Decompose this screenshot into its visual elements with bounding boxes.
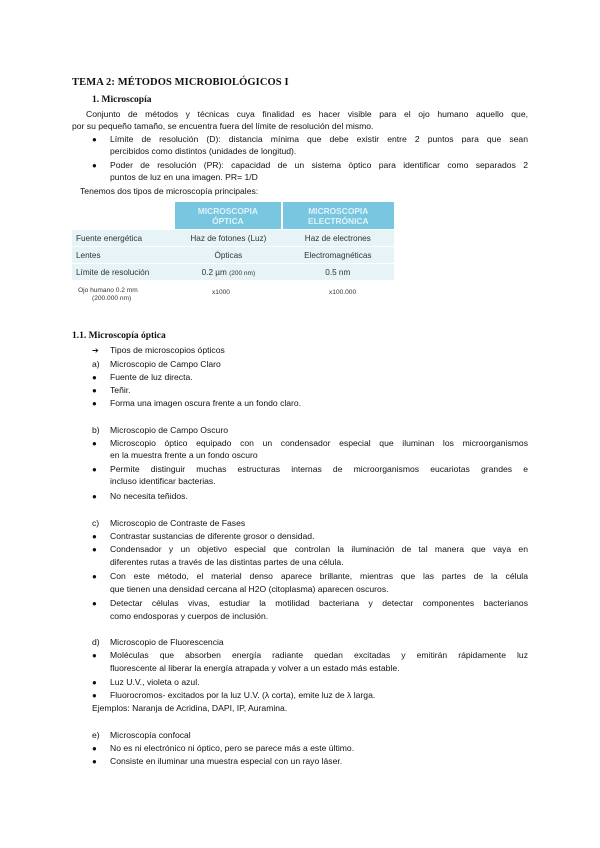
table-cell-optica: Ópticas: [175, 247, 281, 264]
sub-b-bullet-line2: incluso identificar bacterias.: [110, 476, 216, 486]
table-cell-electronica: Electromagnéticas: [282, 247, 394, 264]
table-cell-label: Lentes: [72, 247, 175, 264]
sub-a-bullet: Teñir.: [110, 385, 131, 395]
table-header-electronica: [282, 202, 394, 230]
table-cell-label: Límite de resolución: [72, 264, 175, 281]
sub-c-bullet-line1: Contrastar sustancias de diferente grosor o densidad.: [110, 531, 315, 541]
sub-a-title: Microscopio de Campo Claro: [110, 359, 221, 369]
sub-c-title: Microscopio de Contraste de Fases: [110, 518, 246, 528]
sub-d-label: d): [92, 637, 100, 647]
bullet-poder-line2: puntos de luz en una imagen. PR= 1/D: [110, 172, 258, 182]
sub-b-title: Microscopio de Campo Oscuro: [110, 425, 228, 435]
sub-c-bullet-line2: diferentes rutas a través de las distintas partes de una célula.: [110, 557, 344, 567]
sub-d-examples: Ejemplos: Naranja de Acridina, DAPI, IP, Auramina.: [92, 703, 288, 713]
bullet-icon: ●: [92, 492, 97, 501]
sub-c-bullet-line2: que tienen una densidad cercana al H2O (citoplasma) aparecen oscuros.: [110, 584, 389, 594]
bullet-limite-line1: Límite de resolución (D): distancia mínima que debe existir entre 2 puntos para que sean: [110, 134, 528, 144]
intro-line-2: por su pequeño tamaño, se encuentra fuera del límite de resolución del mismo.: [72, 121, 374, 131]
sub-b-bullet-line1: Microscopio óptico equipado con un condensador especial que iluminan los microorganismos: [110, 438, 528, 448]
sub-c-bullet-line1: Detectar células vivas, estudiar la motilidad bacteriana y detectar componentes bacterianos: [110, 598, 528, 608]
intro-line-1: Conjunto de métodos y técnicas cuya finalidad es hacer visible para el ojo humano aquello que,: [86, 109, 528, 119]
sub-e-bullet: Consiste en iluminar una muestra especial con un rayo láser.: [110, 756, 343, 766]
table-header-row: [72, 202, 394, 230]
sub-b-label: b): [92, 425, 100, 435]
sub-d-bullet-line1: Luz U.V., violeta o azul.: [110, 677, 200, 687]
table-footer-label-line1: Ojo humano 0.2 mm: [78, 287, 138, 294]
section-heading-optica: 1.1. Microscopía óptica: [72, 331, 166, 341]
sub-a-bullet: Forma una imagen oscura frente a un fondo claro.: [110, 398, 302, 408]
header-elec-line1: MICROSCOPIA: [308, 205, 369, 216]
table-header-empty: [72, 202, 175, 230]
table-footer-optica: x1000: [212, 289, 230, 296]
bullet-icon: ●: [92, 399, 97, 408]
table-header-optica: [175, 202, 281, 230]
table-footer-label-line2: (200.000 nm): [92, 295, 132, 302]
table-row: [72, 230, 394, 247]
sub-d-bullet-line1: Fluorocromos- excitados por la luz U.V. (λ corta), emite luz de λ larga.: [110, 690, 376, 700]
sub-b-bullet-line2: en la muestra frente a un fondo oscuro: [110, 450, 258, 460]
arrow-icon: ➔: [92, 346, 99, 355]
header-optica-line2: ÓPTICA: [212, 215, 244, 226]
section-heading-microscopia: 1. Microscopía: [92, 95, 152, 105]
optica-value: 0.2 µm: [201, 267, 227, 277]
sub-e-bullet: No es ni electrónico ni óptico, pero se parece más a este último.: [110, 743, 355, 753]
sub-c-bullet-line1: Con este método, el material denso aparece brillante, mientras que las partes de la célula: [110, 571, 528, 581]
table-row: [72, 264, 394, 281]
bullet-icon: ●: [92, 373, 97, 382]
sub-b-bullet-line1: Permite distinguir muchas estructuras internas de microorganismos eucariotas grandes e: [110, 464, 528, 474]
sub-a-bullet: Fuente de luz directa.: [110, 372, 193, 382]
table-row: [72, 247, 394, 264]
sub-e-title: Microscopía confocal: [110, 730, 191, 740]
bullet-icon: ●: [92, 599, 97, 608]
bullet-icon: ●: [92, 386, 97, 395]
bullet-icon: ●: [92, 532, 97, 541]
sub-c-label: c): [92, 518, 100, 528]
sub-c-bullet-line1: Condensador y un objetivo especial que controlan la iluminación de tal manera que vaya en: [110, 544, 528, 554]
bullet-icon: ●: [92, 678, 97, 687]
bullet-poder-line1: Poder de resolución (PR): capacidad de un sistema óptico para identificar como separados 2: [110, 160, 528, 170]
table-cell-label: Fuente energética: [72, 230, 175, 247]
sub-b-bullet-line1: No necesita teñidos.: [110, 491, 188, 501]
sub-d-bullet-line1: Moléculas que absorben energía radiante quedan excitadas y emitirán rápidamente luz: [110, 650, 528, 660]
sub-d-title: Microscopio de Fluorescencia: [110, 637, 224, 647]
bullet-icon: ●: [92, 691, 97, 700]
types-arrow-item: Tipos de microscopios ópticos: [110, 345, 225, 355]
sub-e-label: e): [92, 730, 100, 740]
comparison-table: [72, 202, 394, 280]
bullet-icon: ●: [92, 161, 97, 170]
table-cell-optica: [175, 264, 281, 281]
bullet-icon: ●: [92, 744, 97, 753]
bullet-icon: ●: [92, 651, 97, 660]
table-footer-electronica: x100.000: [329, 289, 357, 296]
header-optica-line1: MICROSCOPIA: [197, 205, 258, 216]
sub-a-label: a): [92, 359, 100, 369]
sub-c-bullet-line2: como endosporas y cuerpos de inclusión.: [110, 611, 269, 621]
bullet-icon: ●: [92, 757, 97, 766]
bullet-icon: ●: [92, 465, 97, 474]
types-intro: Tenemos dos tipos de microscopía principales:: [80, 186, 259, 196]
header-elec-line2: ELECTRÓNICA: [308, 215, 369, 226]
table-cell-optica: Haz de fotones (Luz): [175, 230, 281, 247]
table-cell-electronica: Haz de electrones: [282, 230, 394, 247]
sub-d-bullet-line2: fluorescente al liberar la energía atrapada y volver a un estado más estable.: [110, 663, 400, 673]
optica-small-value: (200 nm): [229, 269, 256, 277]
table-cell-electronica: 0.5 nm: [282, 264, 394, 281]
bullet-icon: ●: [92, 545, 97, 554]
document-title: TEMA 2: MÉTODOS MICROBIOLÓGICOS I: [72, 77, 289, 88]
bullet-icon: ●: [92, 572, 97, 581]
bullet-icon: ●: [92, 439, 97, 448]
bullet-icon: ●: [92, 135, 97, 144]
bullet-limite-line2: percibidos como distintos (unidades de longitud).: [110, 146, 297, 156]
